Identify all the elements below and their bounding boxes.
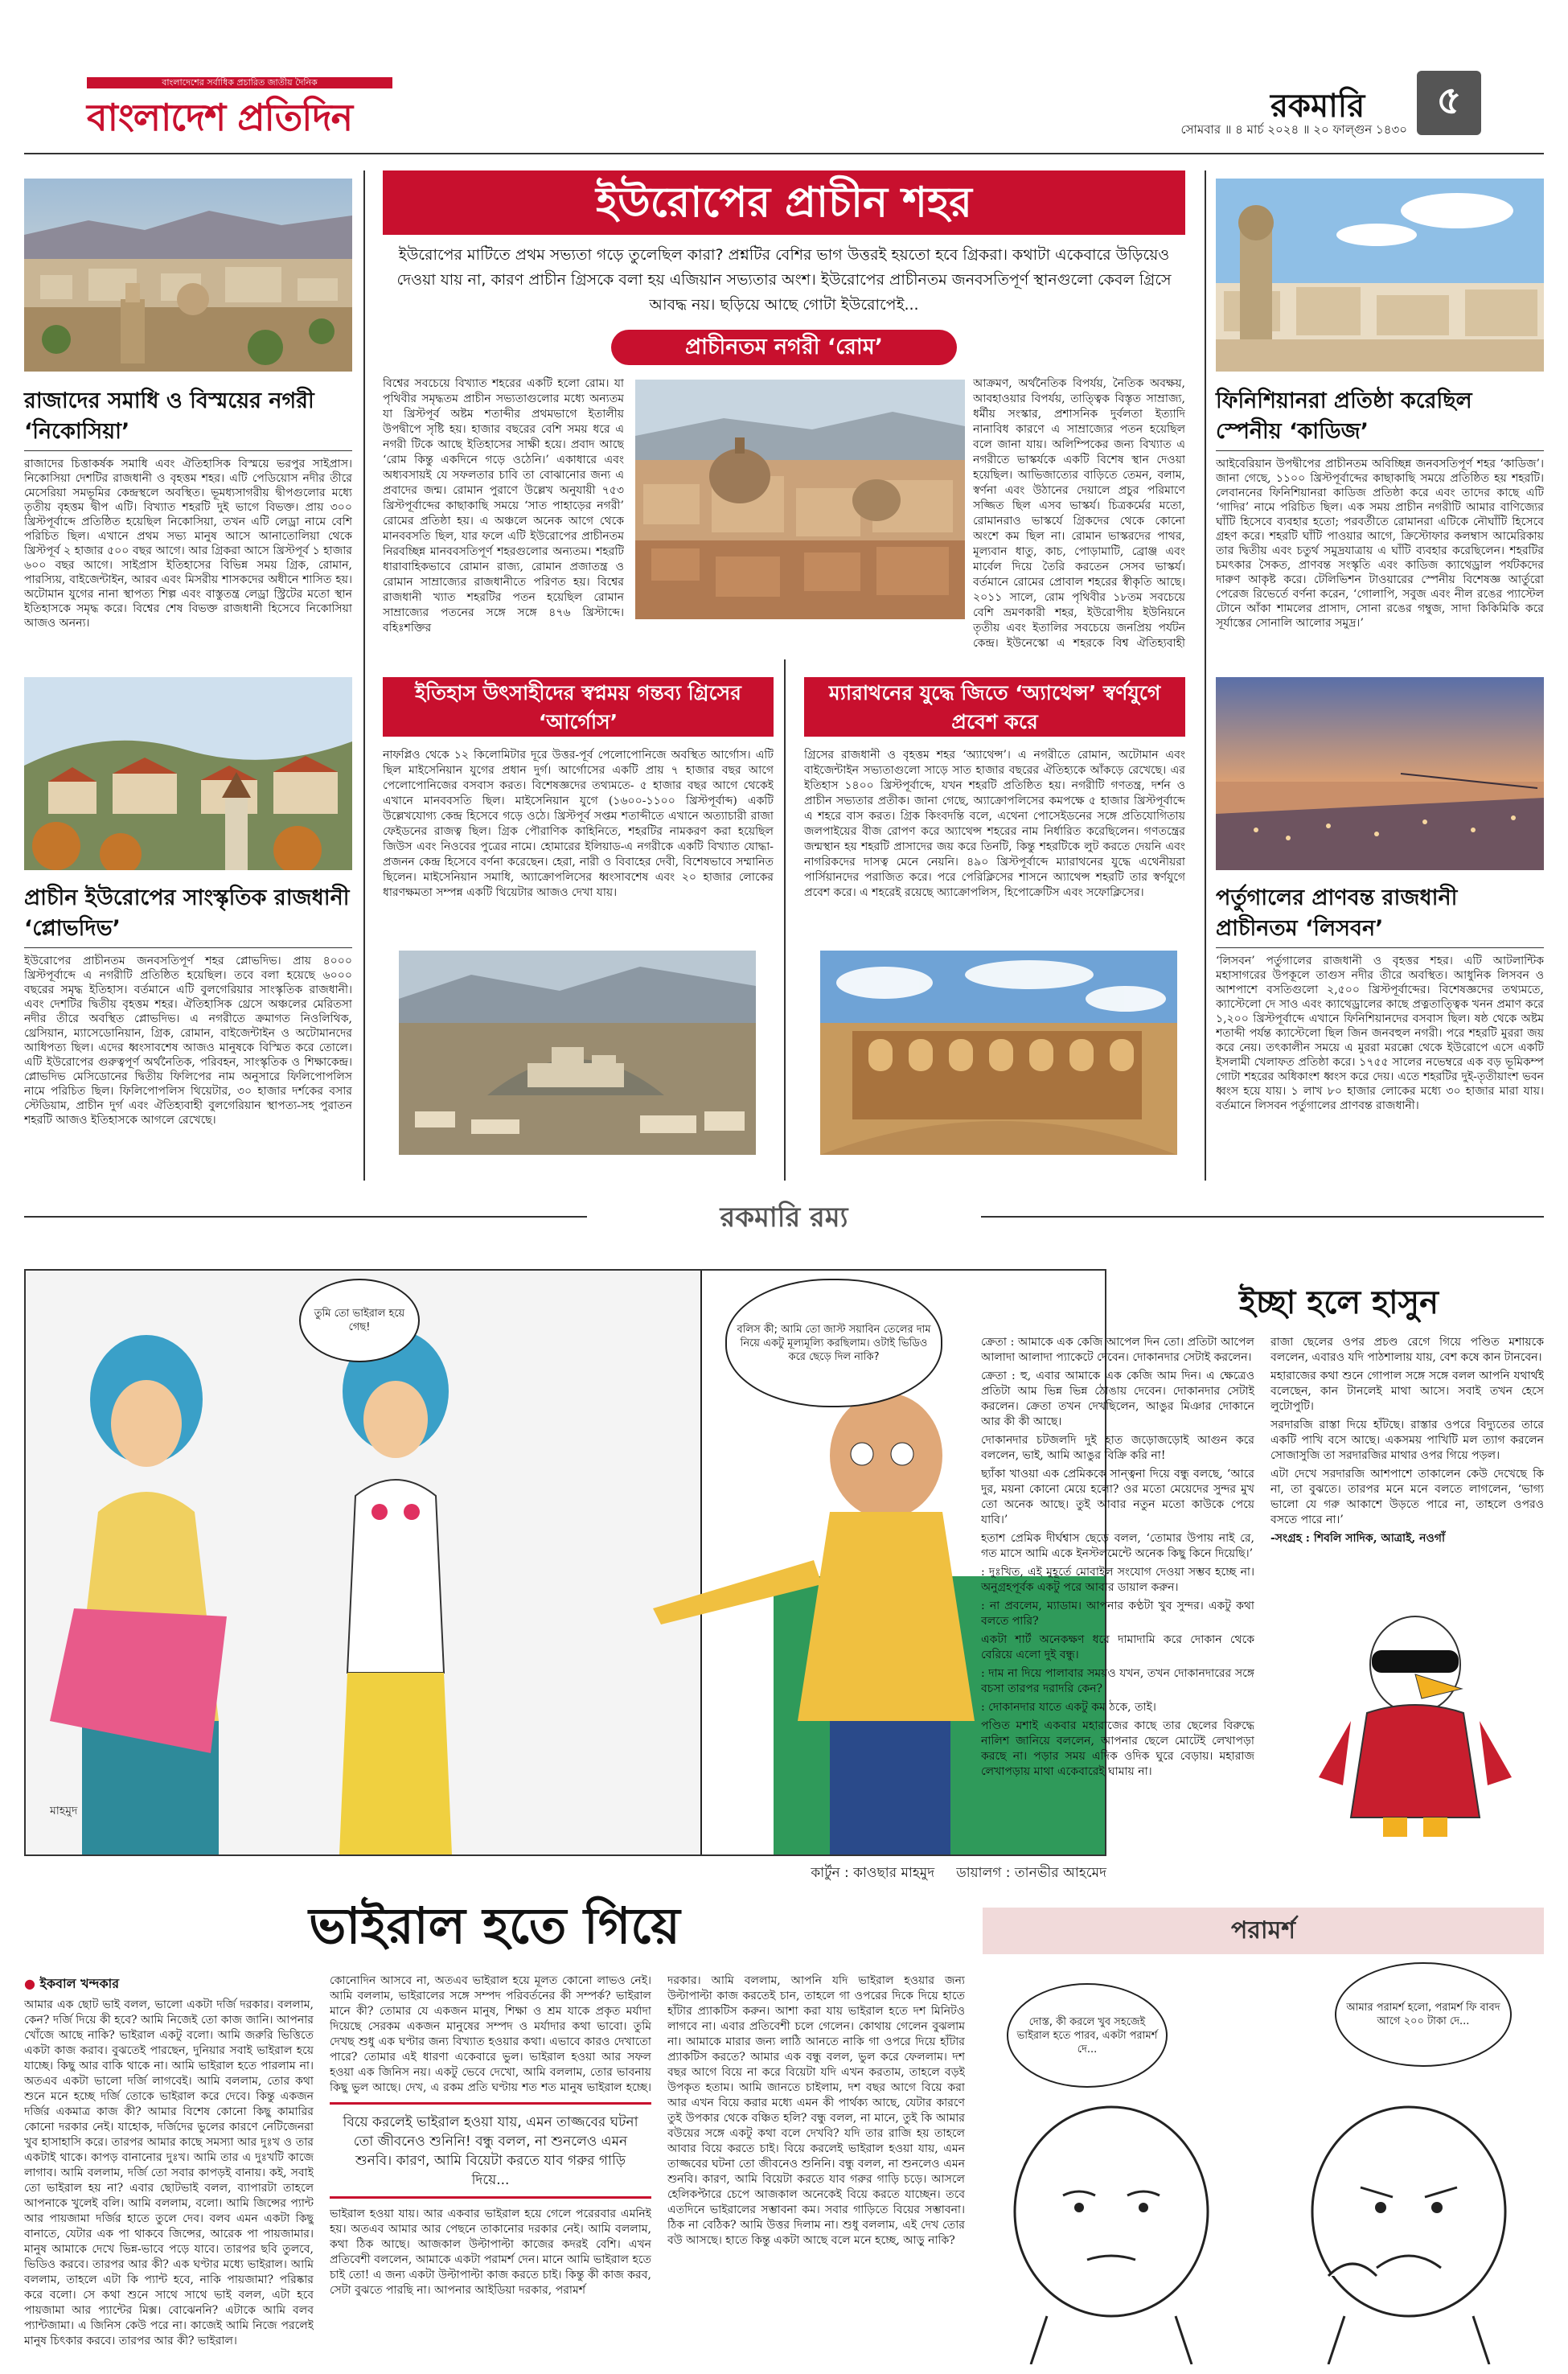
lisbon-text: ‘লিসবন’ পর্তুগালের রাজধানী ও বৃহত্তর শহর। এটি আটলান্টিক মহাসাগরের উপকূলে তাগুস নদীর তীরে অবস্থিত। আধুনিক লিসবন ও আশপাশে বসতিগুলো ২,৫০০ খ্রিস্টপূর্বাব্দের। বিশেষজ্ঞদের তথ্যমতে, ক্যাস্টেলো দে সাও এবং ক্যাথেড্রালের কাছে প্রত্নতাত্ত্বিক খনন প্রমাণ করে ১,২০০ খ্রিস্টপূর্বাব্দে এখানে ফিনিশিয়ানদের বসবাস ছিল। ষষ্ঠ থেকে অষ্টম শতাব্দী পর্যন্ত ক্যাস্টেলো ছিল জিন জনবহুল নগরী। পরে শহরটি মুররা জয় করে নেয়। তৎকালীন সময়ে এ মুররা মরক্কো থেকে ইউরোপে এসে একটি ইসলামী খেলাফত প্রতিষ্ঠা করে। ১৭৫৫ সালের নভেম্বরে এক বড় ভূমিকম্প গোটা শহরের অধিকাংশ ধ্বংস করে দেয়। এতে শহরটির দুই-তৃতীয়াংশ ভবন ধ্বংস হয়ে যায়। ১ লাখ ৮০ হাজার লোকের মধ্যে ৩০ হাজার মারা যায়। বর্তমানে লিসবন পর্তুগালের প্রাণবন্ত রাজধানী। [1216,955,1544,1112]
nicosia-photo-svg [24,179,352,372]
argos-heading: ইতিহাস উৎসাহীদের স্বপ্নময় গন্তব্য গ্রিসের ‘আর্গোস’ [383,677,774,737]
rome-heading: প্রাচীনতম নগরী ‘রোম’ [611,330,957,365]
plovdiv-heading: প্রাচীন ইউরোপের সাংস্কৃতিক রাজধানী ‘প্লোভদিভ’ [24,885,350,941]
joke-line: : দোকানদার যাতে একটু কম ঠকে, তাই। [981,1701,1156,1714]
bullet-icon: ● [24,1976,35,1991]
cadiz-heading: ফিনিশিয়ানরা প্রতিষ্ঠা করেছিল স্পেনীয় ‘কাডিজ’ [1216,388,1472,444]
athens-photo [820,951,1177,1155]
nicosia-heading: রাজাদের সমাধি ও বিস্ময়ের নগরী ‘নিকোসিয়া’ [24,388,314,444]
cadiz-photo [1216,179,1544,372]
joke-line: পণ্ডিত মশাই একবার মহারাজের কাছে তার ছেলের বিরুদ্ধে নালিশ জানিয়ে বললেন, আপনার ছেলে মোটেই লেখাপড়া করছে না। পড়ার সময় এদিক ওদিক ঘুরে বেড়ায়। মহারাজ লেখাপড়ায় মাথা একেবারেই ঘামায় না। [981,1719,1254,1778]
lisbon-heading: পর্তুগালের প্রাণবন্ত রাজধানী প্রাচীনতম ‘লিসবন’ [1216,885,1458,941]
cadiz-text: আইবেরিয়ান উপদ্বীপের প্রাচীনতম অবিচ্ছিন্ন জনবসতিপূর্ণ শহর ‘কাডিজ’। জানা গেছে, ১১০০ খ্রিস্টপূর্বাব্দের কাছাকাছি সময়ে প্রতিষ্ঠিত হয় শহরটি। লেবাননের ফিনিশিয়ানরা কাডিজ প্রতিষ্ঠা করে এবং তাদের কাছে এটি ‘গাদির’ নামে পরিচিত ছিল। এক সময় প্রাচীন নগরীটি আমার বাণিজ্যের ঘাঁটি হিসেবে ব্যবহার হতো; পরবর্তীতে রোমানরা এটিকে নৌঘাঁটি হিসেবে গ্রহণ করে। শহরটি ঘাঁটি পাওয়ার আগে, ক্রিস্টোফার কলম্বাস আমেরিকায় তার দ্বিতীয় এবং চতুর্থ সমুদ্রযাত্রায় এ ঘাঁটি ব্যবহার করেছিলেন। শহরটির চমৎকার সৈকত, প্রাণবন্ত সংস্কৃতি এবং কাডিজ ক্যাথেড্রাল পর্যটকদের দারুণ আকৃষ্ট করে। টেলিভিশন টাওয়ারের স্পেনীয় বিশেষজ্ঞ আর্তুরো পেরেজ রিভের্তে বর্ণনা করেন, ‘গোলাপি, সবুজ এবং নীল রঙের প্যাস্টেল টোনে আঁকা শামলের প্রাসাদ, সোনা রঙের গম্বুজ, সাদা কিকিমিকি করে সূর্যাস্তের সোনালি আলোর সমুদ্র।’ [1216,458,1544,630]
advice-bubble-left: দোস্ত, কী করলে খুব সহজেই ভাইরাল হতে পারব, একটা পরামর্শ দে... [1007,1983,1168,2088]
argos-photo-svg [399,951,756,1155]
story-column-3: দরকার। আমি বললাম, আপনি যদি ভাইরাল হওয়ার জন্য উল্টাপাল্টা কাজ করতেই চান, তাহলে গা ওপরের দিকে দিয়ে হাতে হাঁটার প্র্যাকটিস করুন। আশা করা যায় ভাইরাল হতে দশ মিনিটও লাগবে না। এবার প্রতিবেশী চলে গেলেন। কোথায় গেলেন বুঝলাম না। আমাকে মারার জন্য লাঠি আনতে নাকি গা ওপরে দিয়ে হাঁটার প্র্যাকটিস করতে? আমার এক বন্ধু বলল, ভুল করে ফেললাম। দশ বছর আগে বিয়ে না করে বিয়েটা যদি এখন করতাম, তাহলে বড়ই উপকৃত হতাম। আমি জানতে চাইলাম, দশ বছর আগে বিয়ে করা আর এখন বিয়ে করার মধ্যে এমন কী পার্থক্য আছে, যেটার কারণে তুই উপকার থেকে বঞ্চিত হলি? বন্ধু বলল, না মানে, তুই কি আমার বউয়ের সঙ্গে একটু কথা বলে দেখবি? যদি তার রাজি হয় তাহলে আবার বিয়ে করতে চাই। বিয়ে করলেই ভাইরাল হওয়া যায়, এমন তাজ্জবের ঘটনা তো জীবনেও শুনিনি। বন্ধু বলল, না শুনলেও এমন শুনবি। কারণ, আমি বিয়েটা করতে যাব গরুর গাড়ি চড়ে। আসলে হেলিকপ্টারে চেপে আজকাল অনেকেই বিয়ে করতে যাচ্ছেন। তবে এতদিনে ভাইরালের সম্ভাবনা কম। সবার গাড়িতে বিয়ের সম্ভাবনা। ঠিক না বেঠিক? আমি উত্তর দিলাম না। শুধু বললাম, এই দেখ তোর বউ আসছে। হাতে কিন্তু একটা আছে বলে মনে হচ্ছে, আড়ু নাকি? [667,1974,965,2247]
feature-title: ইউরোপের প্রাচীন শহর [383,170,1185,235]
joke-line: ছ্যাঁকা খাওয়া এক প্রেমিককে সান্ত্বনা দিয়ে বন্ধু বলছে, ‘আরে দুর, ময়না কোনো মেয়ে হলো? ওর মতো মেয়েদের সুন্দর মুখ তো অনেক আছে। তুই আবার নতুন মতো কাউকে পেয়ে যাবি।’ [981,1468,1254,1526]
joke-source: -সংগ্রহ : শিবলি সাদিক, আত্রাই, নওগাঁ [1270,1532,1446,1545]
section-rule-left [24,1216,587,1218]
joke-line: : দাম না দিয়ে পালাবার সময়ও যখন, তখন দোকানদারের সঙ্গে বচসা তারপর দরাদরি কেন? [981,1667,1254,1695]
lisbon-photo [1216,677,1544,870]
advice-title: পরামর্শ [1231,1916,1295,1945]
author-name: ইকবাল খন্দকার [39,1976,120,1991]
athens-photo-svg [820,951,1177,1155]
rommo-section-title: রকমারি রম্য [720,1201,848,1234]
advice-faces-svg [983,2091,1544,2364]
joke-line: এটা দেখে সরদারজি আশপাশে তাকালেন কেউ দেখেছে কি না, তা বুঝতে। তারপর মনে মনে বলতে লাগলেন, ‘ভাগ্য ভালো যে গরু আকাশে উড়তে পারে না, তাহলে ওপরও বসতে পারে না।’ [1270,1468,1544,1526]
advice-faces [983,2091,1544,2364]
advice-title-bar [983,1908,1544,1954]
eagle-mascot [1319,1600,1512,1842]
jokes-title: ইচ্ছা হলে হাসুন [1239,1284,1439,1321]
masthead-logo: বাংলাদেশ প্রতিদিন [87,96,353,139]
joke-line: রাজা ছেলের ওপর প্রচণ্ড রেগে গিয়ে পণ্ডিত মশায়কে বললেন, এবারও যদি পাঠশালায় যায়, বেশ কষে কান টানবেন। [1270,1336,1544,1364]
column-rule [784,659,786,1181]
cartoon-panel [24,1269,1106,1856]
jokes-column-2 [1270,1335,1544,1592]
joke-line: একটা শার্ট অনেকক্ষণ ধরে দামাদামি করে দোকান থেকে বেরিয়ে এলো দুই বন্ধু। [981,1633,1254,1661]
advice-bubble-right: আমার পরামর্শ হলো, পরামর্শ ফি বাবদ আগে ২০০ টাকা দে... [1335,1962,1512,2067]
page-number-badge [1417,71,1481,135]
nicosia-photo [24,179,352,372]
cadiz-photo-svg [1216,179,1544,372]
nicosia-text: রাজাদের চিত্তাকর্ষক সমাধি এবং ঐতিহাসিক বিস্ময়ে ভরপুর সাইপ্রাস। নিকোসিয়া দেশটির রাজধানী ও বৃহত্তম শহর। এটি পেডিয়োস নদীর তীরে মেসেরিয়া সমভূমির কেন্দ্রস্থলে অবস্থিত। ভূমধ্যসাগরীয় দ্বীপগুলোর মধ্যে তৃতীয় বৃহত্তম দ্বীপ এটি। বিখ্যাত শহরটি দুই ভাগে বিভক্ত। প্রায় ৩০০ খ্রিস্টপূর্বাব্দে প্রতিষ্ঠিত হয়েছিল নিকোসিয়া, তখন এটি লেড্রা নামে বেশি পরিচিত ছিল। এখানে প্রথম সভ্য মানুষ আসে আনাতোলিয়া থেকে খ্রিস্টপূর্ব ২ হাজার ৫০০ বছর আগে। আর গ্রিকরা আসে খ্রিস্টপূর্ব ১ হাজার ৬০০ বছর আগে। সাইপ্রাস ইতিহাসের বিভিন্ন সময় গ্রিক, রোমান, পারস্যিয়, বাইজেন্টাইন, আরব এবং মিসরীয় শাসকদের অধীনে শাসিত হয়। অটোমান যুগের নানা স্থাপত্য শিল্প এবং বাস্তুতন্ত্র লেড্রা স্ট্রিটের মতো স্থান ইতিহাসকে সমৃদ্ধ করে। বিশ্বের শেষ বিভক্ত রাজধানী হিসেবে নিকোসিয়া আজও অনন্য। [24,458,352,630]
rule [1216,947,1544,948]
rome-text-left: বিশ্বের সবচেয়ে বিখ্যাত শহরের একটি হলো রোম। যা পৃথিবীর সমৃদ্ধতম প্রাচীন সভ্যতাগুলোর মধ্যে অন্যতম যা খ্রিস্টপূর্ব অষ্টম শতাব্দীর প্রথমভাগে ইতালীয় উপদ্বীপে সৃষ্টি হয়। হাজার বছরের বেশি সময় ধরে এ নগরী টিকে আছে ইতিহাসের সাক্ষী হয়ে। প্রবাদ আছে ‘রোম কিন্তু একদিনে গড়ে ওঠেনি।’ একাধারে এবং অধ্যবসায়ই যে সফলতার চাবি তা বোঝানোর জন্য এ প্রবাদের জন্ম। রোমান পুরাণে উল্লেখ অনুযায়ী ৭৫৩ খ্রিস্টপূর্বাব্দের কাছাকাছি সময়ে ‘সাত পাহাড়ের নগরী’ রোমের প্রতিষ্ঠা হয়। এ অঞ্চলে অনেক আগে থেকে মানববসতি ছিল, যার ফলে এটি ইউরোপের প্রাচীনতম নিরবচ্ছিন্ন মানববসতিপূর্ণ শহরগুলোর অন্যতম। শহরটি ধারাবাহিকভাবে রোমান রাজ্য, রোমান প্রজাতন্ত্র ও রোমান সাম্রাজ্যের রাজধানীতে পরিণত হয়। বিশ্বের রাজধানী খ্যাত শহরটির পতন হয়েছিল রোমান সাম্রাজ্যের পতনের সঙ্গে সঙ্গে ৪৭৬ খ্রিস্টাব্দে। বহিঃশক্তির [383,377,624,635]
story-column-1: আমার এক ছোট ভাই বলল, ভালো একটা দর্জি দরকার। বললাম, কেন? দর্জি দিয়ে কী হবে? আমি নিজেই তো কাজ জানি। আপনার খোঁজে আছে নাকি? ভাইরাল একটু বলো। আমি জরুরি ভিত্তিতে একটা কাজ করাব। বুঝতেই পারছেন, দুনিয়ার সবাই ভাইরাল হয়ে যাচ্ছে। কিছু আর বাকি থাকে না। আমি ভাইরাল হতে পারলাম না। অতএব একটা ভালো দর্জি লাগবেই। আমি বললাম, তোর কথা শুনে মনে হচ্ছে দর্জি তোকে ভাইরাল করে দেবে। কিন্তু একজন দর্জির একমাত্র কাজ কী? আমার বিশেষ কোনো কিছু কামারির কোনো দরকার নেই। যাহোক, দর্জিদের ভুলের কারণে নেটিজেনরা খুব হাসাহাসি করে। তারপর আমার কাছে সমস্যা আর দুঃখ ও তার একটাই থাকে। কাপড় বানানোর দুঃখ। আমি তার এ দুঃখটি কাজে লাগাব। আমি বললাম, দর্জি তো সবার কাপড়ই বানায়। কই, সবাই তো ভাইরাল হয় না? এবার ছোটভাই বলল, ব্যাপারটা তাহলে আপনাকে খুলেই বলি। আমি বললাম, বলো। আমি জিন্সের প্যান্ট আর পায়জামা দর্জির হাতে তুলে দেব। বলব এমন একটা কিছু বানাতে, যেটার এক পা থাকবে জিন্সের, আরেক পা পায়জামার। মানুষ আমাকে দেখে ভিন্ন-ভাবে পড়ে যাবে। তারপর ছবি তুলবে, ভিডিও করবে। তারপর আর কী? এক ঘণ্টার মধ্যে ভাইরাল। আমি বললাম, তাহলে এটা কি প্যান্ট হবে, নাকি পায়জামা? পরিষ্কার করে বলো। সে কথা শুনে সাথে সাথে ভাই বলল, এটা হবে পায়জামা আর প্যান্টের মিক্স। বোঝেননি? এটাকে আমি বলব প্যান্টজামা। এ জিনিস কেউ পরে না। কাজেই আমি নিজে পরলেই মানুষ চিৎকার করবে। তারপর আর কী? ভাইরাল। [24,1998,314,2347]
cartoonist-signature: মাহমুদ [50,1805,78,1817]
joke-line: : না প্রবলেম, ম্যাডাম। আপনার কণ্ঠটা খুব সুন্দর। একটু কথা বলতে পারি? [981,1600,1254,1628]
plovdiv-photo-svg [24,677,352,870]
joke-line: : দুঃখিত, এই মুহূর্তে মোবাইল সংযোগ দেওয়া সম্ভব হচ্ছে না। অনুগ্রহপূর্বক একটু পরে আবার ডায়াল করুন। [981,1566,1254,1594]
rule [24,450,352,451]
rule [1216,450,1544,451]
rome-photo [635,380,965,619]
plovdiv-photo [24,677,352,870]
athens-text: গ্রিসের রাজধানী ও বৃহত্তম শহর ‘অ্যাথেন্স’। এ নগরীতে রোমান, অটোমান এবং বাইজেন্টাইন সভ্যতাগুলো সাড়ে সাত হাজার বছরের ঐতিহ্যকে আঁকড়ে রেখেছে। এর ইতিহাস ১৪০০ খ্রিস্টপূর্বাব্দে, যখন শহরটি প্রতিষ্ঠিত হয়। নগরীটি গণতন্ত্র, দর্শন ও প্রাচীন সভ্যতার প্রতীক। জানা গেছে, অ্যাক্রোপলিসের কমপক্ষে ৫ হাজার খ্রিস্টপূর্বাব্দে এ শহরে বাস করত। গ্রিক কিংবদন্তি বলে, এথেনা পোসেইডনের সঙ্গে প্রতিযোগিতায় জলপাইয়ের বীজ রোপণ করে অ্যাথেন্স শহরের নাম নির্ধারিত করেছিলেন। গণতন্ত্রের জন্মস্থান হয় শহরটি প্রাসাদের জয় করে তিনটি, কিন্তু শহরটিকে লুট করতে দেয়নি এবং নাগরিকদের দাসত্ব মেনে নেয়নি। ৪৯০ খ্রিস্টপূর্বাব্দে ম্যারাথনের যুদ্ধে এথেনীয়রা পার্সিয়ানদের পরাজিত করে। পরে পেরিক্লিসের শাসনে অ্যাথেন্স শহরটি তার স্বর্ণযুগে প্রবেশ করে। এ শহরেই রয়েছে অ্যাক্রোপলিস, হিপোক্রেটিস এবং সফোক্লিসের। [804,749,1185,899]
cartoon-credit: কার্টুন : কাওছার মাহমুদ [811,1865,935,1881]
section-name: রকমারি [1270,88,1365,125]
joke-line: ক্রেতা : হু, এবার আমাকে এক কেজি আম দিন। এ ক্ষেত্রেও প্রতিটা আম ভিন্ন ভিন্ন ঠোঙায় দেবেন। দোকানদার সেটাই করলেন। ক্রেতা তখন দেখছিলেন, আঙুর মিঞার দোকানে আর কী কী আছে। [981,1370,1254,1428]
argos-text: নাফপ্লিও থেকে ১২ কিলোমিটার দূরে উত্তর-পূর্ব পেলোপোনিজে অবস্থিত আর্গোস। এটি ছিল মাইসেনিয়ান যুগের প্রধান দুর্গ। আর্গোসের একটি প্রায় ৭ হাজার বছর আগে পেলোপোনিজের বসবাস করত। বিশেষজ্ঞদের তথ্যমতে- ৫ হাজার বছর আগে থেকেই এখানে মানববসতি ছিল। মাইসেনিয়ান যুগে (১৬০০-১১০০ খ্রিস্টপূর্বাব্দ) একটি উল্লেখযোগ্য কেন্দ্র হিসেবে গড়ে ওঠে। খ্রিস্টপূর্ব সপ্তম শতাব্দীতে এখানে অত্যাচারী রাজা ফেইডনের রাজত্ব ছিল। গ্রিক পৌরাণিক কাহিনিতে, শহরটির নামকরণ করা হয়েছিল জিউস এবং নিওবের পুত্রের নামে। হোমারের ইলিয়াড-এ নগরীকে একটি বিখ্যাত যোদ্ধা-প্রজনন কেন্দ্র হিসেবে বর্ণনা করেছেন। হেরা, নারী ও বিবাহের দেবী, বিশেষভাবে সম্মানিত ছিলেন। মাইসেনিয়ান সমাধি, অ্যাক্রোপলিসের ধ্বংসাবশেষ এবং ২০ হাজার লোকের ধারণক্ষমতা সম্পন্ন একটি থিয়েটার আজও দেখা যায়। [383,749,774,899]
story-column-2: কোনোদিন আসবে না, অতএব ভাইরাল হয়ে মূলত কোনো লাভও নেই। আমি বললাম, ভাইরালের সঙ্গে সম্পদ পরিবর্তনের কী সম্পর্ক? ভাইরাল মানে কী? তোমার যে একজন মানুষ, শিক্ষা ও শ্রম যাকে প্রকৃত মর্যাদা দিয়েছে সেরকম একজন মানুষের সম্পদ ও মর্যাদার কথা ভাবো। তুমি দেখছ শুধু এক ঘণ্টার জন্য বিখ্যাত হওয়ার কথা। এভাবে কারও দেখাতো পারে? তোমার এই ধারণা একেবারে ভুল। ভাইরাল হওয়া আর সফল হওয়া এক জিনিস নয়। একটু ভেবে দেখো, আমি বললাম, তোর ভাবনায় কিছু ভুল আছে। দেখ, এ রকম প্রতি ঘণ্টায় শত শত মানুষ ভাইরাল হচ্ছে। [330,1974,651,2094]
cartoon-bubble-right: বলিস কী; আমি তো জাস্ট সয়াবিন তেলের দাম নিয়ে একটু মূল্যমূল্যি করছিলাম। ওটাই ভিডিও করে ছেড়ে দিল নাকি? [725,1279,942,1407]
cartoon-bubble-left: তুমি তো ভাইরাল হয়ে গেছ! [299,1279,420,1362]
jokes-column-1 [981,1335,1254,1890]
masthead-tagline: বাংলাদেশের সর্বাধিক প্রচারিত জাতীয় দৈনিক [87,77,392,88]
joke-line: সরদারজি রাস্তা দিয়ে হাঁটছে। রাস্তার ওপরে বিদ্যুতের তারে একটি পাখি বসে আছে। একসময় পাখিটি মল ত্যাগ করলেন সোজাসুজি তা সরদারজির মাথার ওপর গিয়ে পড়ল। [1270,1419,1544,1462]
joke-line: ক্রেতা : আমাকে এক কেজি আপেল দিন তো। প্রতিটা আপেল আলাদা আলাদা প্যাকেটে দেবেন। দোকানদার সেটাই করলেন। [981,1336,1254,1364]
page-number: ৫ [1436,77,1462,123]
issue-date: সোমবার ॥ ৪ মার্চ ২০২৪ ॥ ২০ ফাল্গুন ১৪৩০ [1180,122,1407,137]
story-author [24,1974,314,1995]
masthead [0,0,1568,161]
argos-photo [399,951,756,1155]
eagle-mascot-svg [1319,1600,1512,1842]
story-title: ভাইরাল হতে গিয়ে [309,1896,680,1955]
column-rule [1205,170,1206,1181]
plovdiv-text: ইউরোপের প্রাচীনতম জনবসতিপূর্ণ শহর প্লোভদিভ। প্রায় ৪০০০ খ্রিস্টপূর্বাব্দে এ নগরীটি প্রতিষ্ঠিত হয়েছিল। তবে বলা হয়েছে ৬০০০ বছরের সমৃদ্ধ ইতিহাস। বর্তমানে এটি বুলগেরিয়ার সাংস্কৃতিক রাজধানী। এবং দেশটির দ্বিতীয় বৃহত্তম শহর। ঐতিহাসিক থ্রেসে অঞ্চলের মেরিতসা নদীর তীরে অবস্থিত প্লোভদিভ। এ নগরীতে ক্রমাগত নিওলিথিক, থ্রেসিয়ান, ম্যাসেডোনিয়ান, গ্রিক, রোমান, বাইজেন্টাইন ও অটোমানদের আধিপত্য ছিল। এদের ধ্বংসাবশেষ আজও মানুষকে বিস্মিত করে তোলে। এটি ইউরোপের গুরুত্বপূর্ণ অর্থনৈতিক, পরিবহন, সাংস্কৃতিক ও শিক্ষাকেন্দ্র। প্লোভদিভ মেসিডোনের দ্বিতীয় ফিলিপের নাম অনুসারে ফিলিপোপলিস নামে পরিচিত ছিল। ফিলিপোপলিস থিয়েটার, ৩০ হাজার দর্শকের বসার স্টেডিয়াম, প্রাচীন দুর্গ এবং ঐতিহ্যবাহী বুলগেরিয়ান স্থাপত্য-সহ পুরাতন শহরটি আজও ইতিহাসকে আগলে রেখেছে। [24,955,352,1127]
athens-heading: ম্যারাথনের যুদ্ধে জিতে ‘অ্যাথেন্স’ স্বর্ণযুগে প্রবেশ করে [804,677,1185,737]
rome-photo-svg [635,380,965,619]
joke-line: দোকানদার চটজলদি দুই হাত জড়োজড়োই আগুন করে বললেন, ভাই, আমি আঙুর বিক্রি করি না! [981,1434,1254,1462]
cartoon-illustration [26,1271,1105,1854]
story-column-2b: ভাইরাল হওয়া যায়। আর একবার ভাইরাল হয়ে গেলে পরেরবার এমনিই হয়। অতএব আমার আর পেছনে তাকানোর দরকার নেই। আমি বললাম, কথা ঠিক আছে। আজকাল উল্টাপাল্টা কাজের কদরই বেশি। এখন প্রতিবেশী বললেন, আমাকে একটা পরামর্শ দেন। মানে আমি ভাইরাল হতে চাই তো! এ জন্য একটা উল্টাপাল্টা কাজ করতে চাই। কিন্তু কী কাজ করব, সেটা বুঝতে পারছি না। আপনার আইডিয়া দরকার, পরামর্শ [330,2208,651,2297]
dialogue-credit: ডায়ালগ : তানভীর আহমেদ [956,1865,1106,1881]
story-pull-quote: বিয়ে করলেই ভাইরাল হওয়া যায়, এমন তাজ্জবের ঘটনা তো জীবনেও শুনিনি! বন্ধু বলল, না শুনলেও এমন শুনবি। কারণ, আমি বিয়েটা করতে যাব গরুর গাড়ি দিয়ে... [330,2102,651,2199]
rome-text-right: আক্রমণ, অর্থনৈতিক বিপর্যয়, নৈতিক অবক্ষয়, আবহাওয়ার বিপর্যয়, তাত্ত্বিক বিস্তৃত সাম্রাজ্য, ধর্মীয় সংস্কার, প্রশাসনিক দুর্বলতা ইত্যাদি নানাবিধ কারণে এ সাম্রাজ্যের পতন হয়েছিল বলে জানা যায়। অলিম্পিকের জন্য বিখ্যাত এ নগরীতে ভাস্কর্যকে একটি বিশেষ স্থান দেওয়া হয়েছিল। আভিজাত্যের বাড়িতে তেমন, বলাম, স্বর্ণনা এবং উঠানের দেয়ালে প্রচুর পরিমাণে সজ্জিত ছিল এসব ভাস্কর্য। চিত্রকর্মের মতো, রোমানরাও ভাস্কর্যে গ্রিকদের থেকে কোনো অংশে কম ছিল না। রোমান ভাস্করদের পাথর, মূল্যবান ধাতু, কাচ, পোড়ামাটি, ব্রোঞ্জ এবং মার্বেল দিয়ে তৈরি করতেন সেসব ভাস্কর্য। বর্তমানে রোমের প্রোবাল শহরের স্বীকৃতি আছে। ২০১১ সালে, রোম পৃথিবীর ১৮তম সবচেয়ে বেশি ভ্রমণকারী শহর, ইউরোপীয় ইউনিয়নে তৃতীয় এবং ইতালির সবচেয়ে জনপ্রিয় পর্যটন কেন্দ্র। ইউনেস্কো এ শহরকে বিশ্ব ঐতিহ্যবাহী [973,377,1185,650]
column-rule [363,170,365,1181]
section-rule-right [981,1216,1544,1218]
joke-line: মহারাজের কথা শুনে গোপাল সঙ্গে সঙ্গে বলল আপনি যথার্থই বলেছেন, কান টানলেই মাথা আসে। সবাই তখন হেসে লুটোপুটি। [1270,1370,1544,1413]
joke-line: হতাশ প্রেমিক দীর্ঘশ্বাস ছেড়ে বলল, ‘তোমার উপায় নাই রে, গত মাসে আমি একে ইনস্টলমেন্টে অনেক কিছু কিনে দিয়েছি।’ [981,1532,1254,1560]
masthead-rule [24,153,1544,154]
rule [24,947,352,948]
lisbon-photo-svg [1216,677,1544,870]
feature-intro: ইউরোপের মাটিতে প্রথম সভ্যতা গড়ে তুলেছিল কারা? প্রশ্নটির বেশির ভাগ উত্তরই হয়তো হবে গ্রিকরা। কথাটা একেবারে উড়িয়েও দেওয়া যায় না, কারণ প্রাচীন গ্রিসকে বলা হয় এজিয়ান সভ্যতার অংশ। ইউরোপের প্রাচীনতম জনবসতিপূর্ণ স্থানগুলো কেবল গ্রিসে আবদ্ধ নয়। ছড়িয়ে আছে গোটা ইউরোপেই... [396,246,1172,314]
